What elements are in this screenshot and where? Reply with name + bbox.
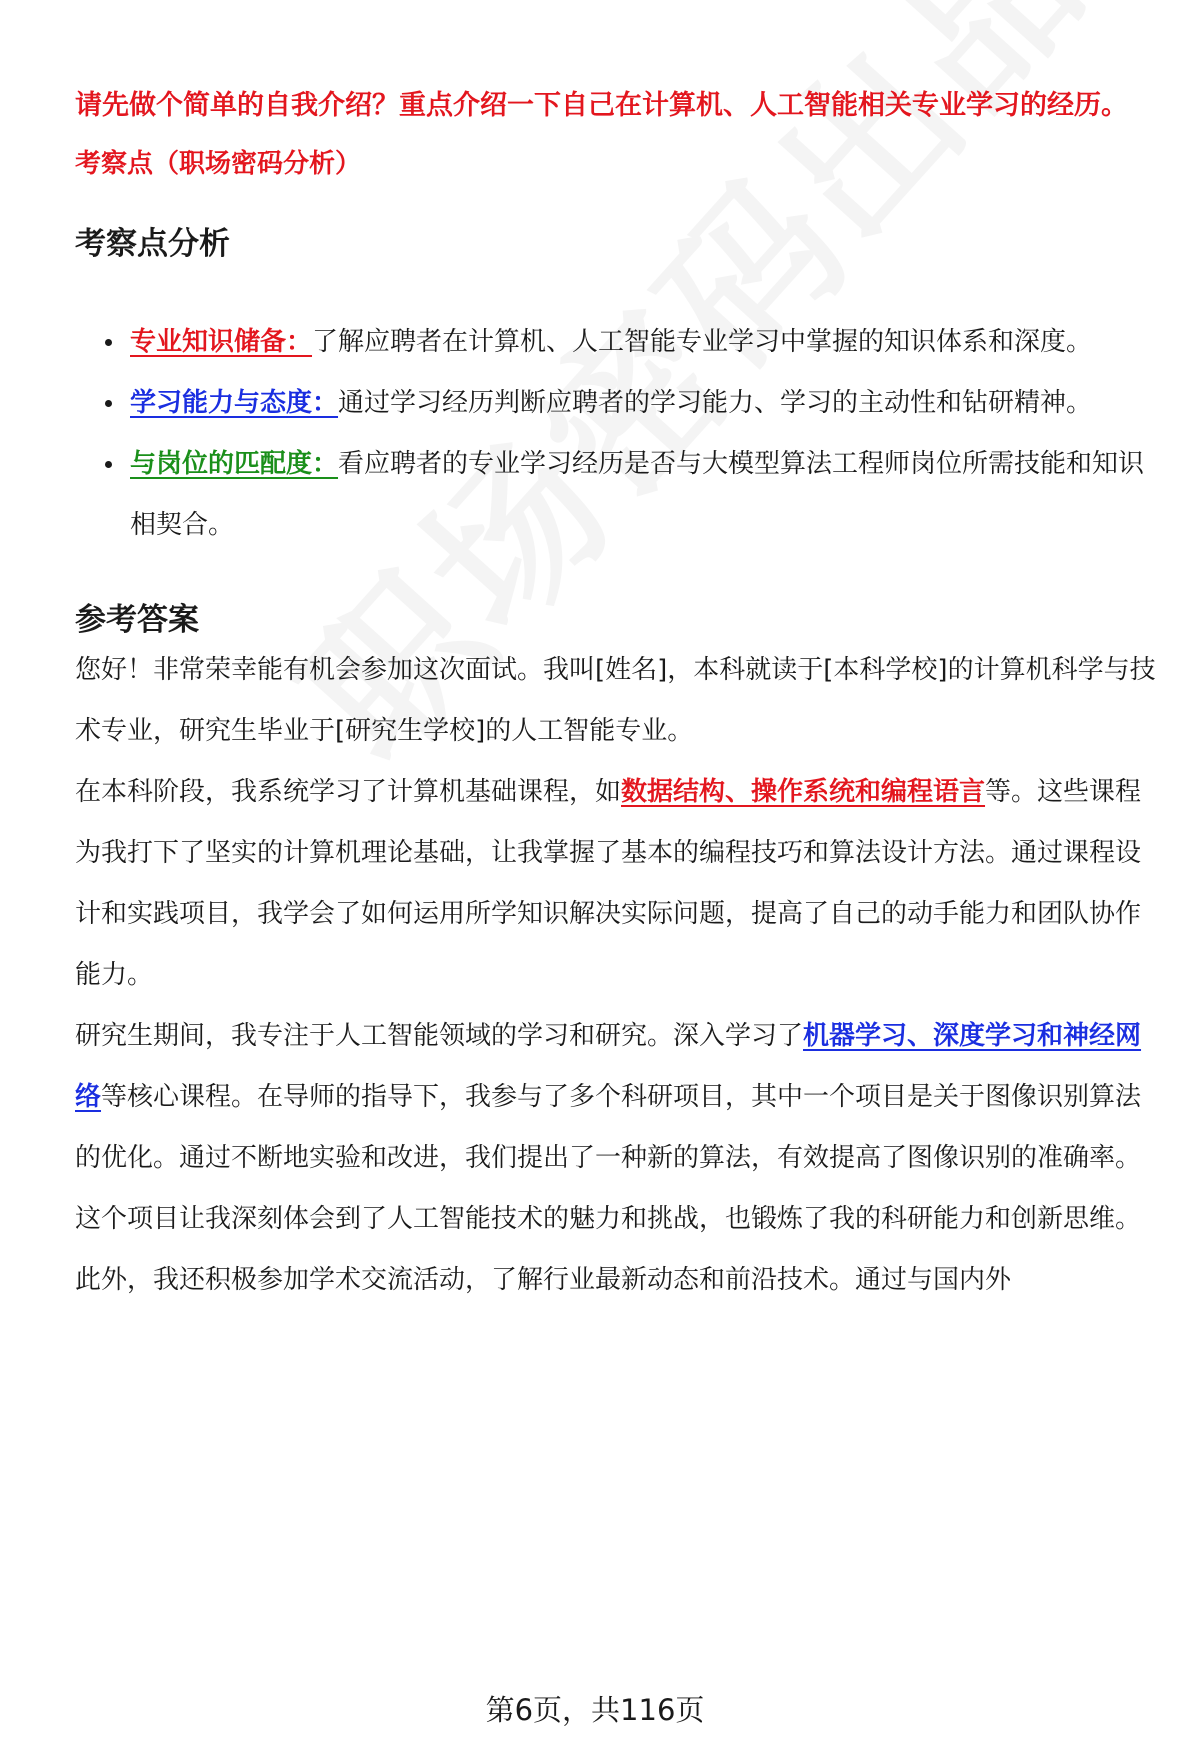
point-label-learning: 学习能力与态度：: [130, 388, 339, 418]
list-item: [75, 312, 1165, 373]
list-item: [75, 434, 1165, 556]
analysis-points-list: [75, 312, 1165, 556]
answer-paragraph-undergrad: [75, 762, 1165, 1006]
list-item: [75, 373, 1165, 434]
answer-paragraph-intro: 您好！非常荣幸能有机会参加这次面试。我叫[姓名]，本科就读于[本科学校]的计算机科学与技术专业，研究生毕业于[研究生学校]的人工智能专业。: [75, 655, 1156, 746]
page-footer: 第6页，共116页: [0, 1690, 1190, 1730]
answer-paragraph-extra: 此外，我还积极参加学术交流活动，了解行业最新动态和前沿技术。通过与国内外: [75, 1265, 1012, 1295]
paragraph-text: 等。这些课程为我打下了坚实的计算机理论基础，让我掌握了基本的编程技巧和算法设计方法。通过课程设计和实践项目，我学会了如何运用所学知识解决实际问题，提高了自己的动手能力和团队协作能力。: [75, 777, 1142, 990]
highlight-undergrad-courses: 数据结构、操作系统和编程语言: [621, 777, 986, 807]
answer-paragraph-graduate: [75, 1006, 1165, 1250]
paragraph-text: 研究生期间，我专注于人工智能领域的学习和研究。深入学习了: [75, 1021, 804, 1051]
highlight-graduate-courses: 机器学习、深度学习和神经网络: [75, 1021, 1142, 1112]
point-label-knowledge: 专业知识储备：: [130, 327, 313, 357]
content-area: [75, 88, 1165, 1311]
answer-heading: 参考答案: [75, 602, 199, 638]
question-subtitle: 考察点（职场密码分析）: [75, 149, 362, 179]
point-text-fit: 看应聘者的专业学习经历是否与大模型算法工程师岗位所需技能和知识相契合。: [130, 449, 1145, 540]
question-title: 请先做个简单的自我介绍？重点介绍一下自己在计算机、人工智能相关专业学习的经历。: [75, 90, 1128, 121]
point-text-knowledge: 了解应聘者在计算机、人工智能专业学习中掌握的知识体系和深度。: [312, 327, 1093, 357]
analysis-heading: 考察点分析: [75, 226, 230, 262]
paragraph-text: 在本科阶段，我系统学习了计算机基础课程，如: [75, 777, 622, 807]
paragraph-text: 等核心课程。在导师的指导下，我参与了多个科研项目，其中一个项目是关于图像识别算法的优化。通过不断地实验和改进，我们提出了一种新的算法，有效提高了图像识别的准确率。这个项目让我深刻体会到了人工智能技术的魅力和挑战，也锻炼了我的科研能力和创新思维。: [75, 1082, 1142, 1234]
point-label-fit: 与岗位的匹配度：: [130, 449, 339, 479]
point-text-learning: 通过学习经历判断应聘者的学习能力、学习的主动性和钻研精神。: [338, 388, 1093, 418]
